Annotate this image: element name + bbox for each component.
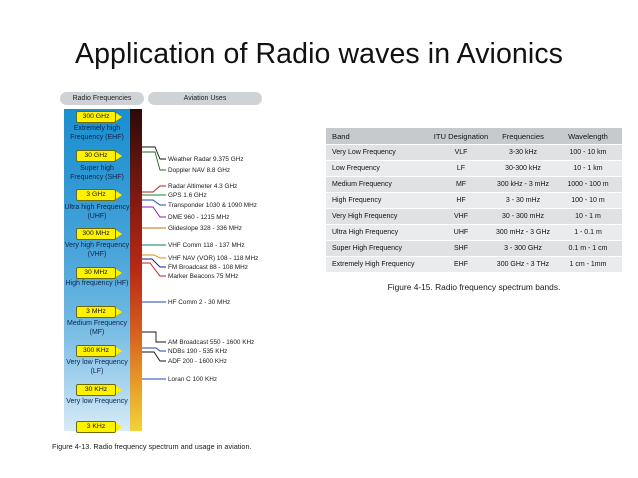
freq-tag-3ghz: 3 GHz bbox=[76, 189, 116, 201]
cell-itu: VLF bbox=[430, 145, 492, 160]
cell-wavelength: 10 - 1 m bbox=[554, 209, 622, 224]
cell-wavelength: 0.1 m - 1 cm bbox=[554, 241, 622, 256]
cell-band: Very High Frequency bbox=[326, 209, 430, 224]
table-header-row bbox=[326, 128, 622, 144]
use-hf-comm: HF Comm 2 - 30 MHz bbox=[168, 299, 231, 306]
cell-itu: VHF bbox=[430, 209, 492, 224]
leader-adf bbox=[142, 352, 166, 361]
use-am-broadcast: AM Broadcast 550 - 1600 KHz bbox=[168, 339, 255, 346]
freq-tag-3mhz: 3 MHz bbox=[76, 306, 116, 318]
table-row bbox=[326, 225, 622, 240]
leader-am-broadcast bbox=[142, 332, 166, 342]
use-marker-beacons: Marker Beacons 75 MHz bbox=[168, 273, 239, 280]
band-label-vlf: Very low Frequency bbox=[66, 398, 128, 405]
leader-marker-beacons bbox=[142, 263, 166, 276]
use-loran-c: Loran C 100 KHz bbox=[168, 376, 218, 383]
use-vhf-comm: VHF Comm 118 - 137 MHz bbox=[168, 242, 245, 249]
frequency-spectrum-figure bbox=[52, 92, 290, 462]
cell-wavelength: 1 cm - 1mm bbox=[554, 257, 622, 272]
cell-frequencies: 3 - 300 GHz bbox=[492, 241, 554, 256]
cell-wavelength: 1 - 0.1 m bbox=[554, 225, 622, 240]
cell-band: Extremely High Frequency bbox=[326, 257, 430, 272]
cell-frequencies: 300 GHz - 3 THz bbox=[492, 257, 554, 272]
table-row bbox=[326, 177, 622, 192]
cell-band: High Frequency bbox=[326, 193, 430, 208]
leader-weather-radar bbox=[142, 147, 166, 159]
use-weather-radar: Weather Radar 9.375 GHz bbox=[168, 156, 244, 163]
leader-ndbs bbox=[142, 348, 166, 351]
cell-frequencies: 30 - 300 mHz bbox=[492, 209, 554, 224]
cell-frequencies: 30-300 kHz bbox=[492, 161, 554, 176]
table-row bbox=[326, 209, 622, 224]
cell-band: Very Low Frequency bbox=[326, 145, 430, 160]
cell-band: Low Frequency bbox=[326, 161, 430, 176]
use-dme: DME 960 - 1215 MHz bbox=[168, 214, 230, 221]
cell-band: Medium Frequency bbox=[326, 177, 430, 192]
use-radar-altimeter: Radar Altimeter 4.3 GHz bbox=[168, 183, 238, 190]
band-label-uhf: Ultra high Frequency (UHF) bbox=[64, 204, 130, 220]
frequency-bands-table bbox=[326, 127, 622, 273]
figure-caption-13: Figure 4-13. Radio frequency spectrum and usage in aviation. bbox=[52, 442, 252, 451]
freq-tag-30mhz: 30 MHz bbox=[76, 267, 116, 279]
cell-itu: EHF bbox=[430, 257, 492, 272]
leader-transponder bbox=[142, 200, 166, 205]
cell-wavelength: 1000 - 100 m bbox=[554, 177, 622, 192]
cell-itu: UHF bbox=[430, 225, 492, 240]
col-itu: ITU Designation bbox=[430, 128, 492, 144]
figure-caption-15: Figure 4-15. Radio frequency spectrum bands. bbox=[387, 282, 561, 292]
cell-frequencies: 3-30 kHz bbox=[492, 145, 554, 160]
freq-tag-300mhz: 300 MHz bbox=[76, 228, 116, 240]
band-label-vhf: Very high Frequency (VHF) bbox=[64, 242, 130, 258]
cell-wavelength: 100 - 10 km bbox=[554, 145, 622, 160]
cell-wavelength: 10 - 1 km bbox=[554, 161, 622, 176]
use-glideslope: Glideslope 328 - 336 MHz bbox=[168, 225, 242, 232]
col-wavelength: Wavelength bbox=[554, 128, 622, 144]
col-band: Band bbox=[326, 128, 430, 144]
cell-itu: LF bbox=[430, 161, 492, 176]
band-label-hf: High frequency (HF) bbox=[65, 280, 129, 287]
band-label-ehf: Extremely high Frequency (EHF) bbox=[70, 125, 124, 141]
table-row bbox=[326, 257, 622, 272]
freq-tag-30ghz: 30 GHz bbox=[76, 150, 116, 162]
leader-vhf-nav bbox=[142, 255, 166, 258]
slide-title: Application of Radio waves in Avionics bbox=[74, 38, 564, 70]
cell-frequencies: 3 - 30 mHz bbox=[492, 193, 554, 208]
freq-tag-3khz: 3 KHz bbox=[76, 421, 116, 433]
use-fm-broadcast: FM Broadcast 88 - 108 MHz bbox=[168, 264, 248, 271]
use-adf: ADF 200 - 1600 KHz bbox=[168, 358, 227, 365]
table-row bbox=[326, 193, 622, 208]
band-label-shf: Super high Frequency (SHF) bbox=[70, 165, 124, 181]
leader-radar-altimeter bbox=[142, 186, 166, 192]
table-row bbox=[326, 241, 622, 256]
use-gps: GPS 1.6 GHz bbox=[168, 192, 207, 199]
radio-frequencies-header: Radio Frequencies bbox=[60, 92, 144, 105]
cell-wavelength: 100 - 10 m bbox=[554, 193, 622, 208]
cell-frequencies: 300 mHz - 3 GHz bbox=[492, 225, 554, 240]
freq-tag-300ghz: 300 GHz bbox=[76, 111, 116, 123]
freq-tag-300khz: 300 KHz bbox=[76, 345, 116, 357]
table-row bbox=[326, 161, 622, 176]
table-row bbox=[326, 145, 622, 160]
leader-doppler bbox=[142, 152, 166, 170]
band-label-mf: Medium Frequency (MF) bbox=[67, 320, 127, 336]
use-transponder: Transponder 1030 & 1090 MHz bbox=[168, 202, 257, 209]
leader-dme bbox=[142, 207, 166, 217]
cell-itu: MF bbox=[430, 177, 492, 192]
band-label-lf: Very low Frequency (LF) bbox=[66, 359, 128, 375]
cell-band: Ultra High Frequency bbox=[326, 225, 430, 240]
cell-itu: HF bbox=[430, 193, 492, 208]
use-vhf-nav: VHF NAV (VOR) 108 - 118 MHz bbox=[168, 255, 259, 262]
aviation-uses-header: Aviation Uses bbox=[148, 92, 262, 105]
cell-band: Super High Frequency bbox=[326, 241, 430, 256]
col-frequencies: Frequencies bbox=[492, 128, 554, 144]
freq-tag-30khz: 30 KHz bbox=[76, 384, 116, 396]
frequency-bands-table-figure bbox=[326, 127, 622, 292]
cell-frequencies: 300 kHz - 3 mHz bbox=[492, 177, 554, 192]
use-ndbs: NDBs 190 - 535 KHz bbox=[168, 348, 228, 355]
use-doppler-nav: Doppler NAV 8.8 GHz bbox=[168, 167, 231, 174]
cell-itu: SHF bbox=[430, 241, 492, 256]
